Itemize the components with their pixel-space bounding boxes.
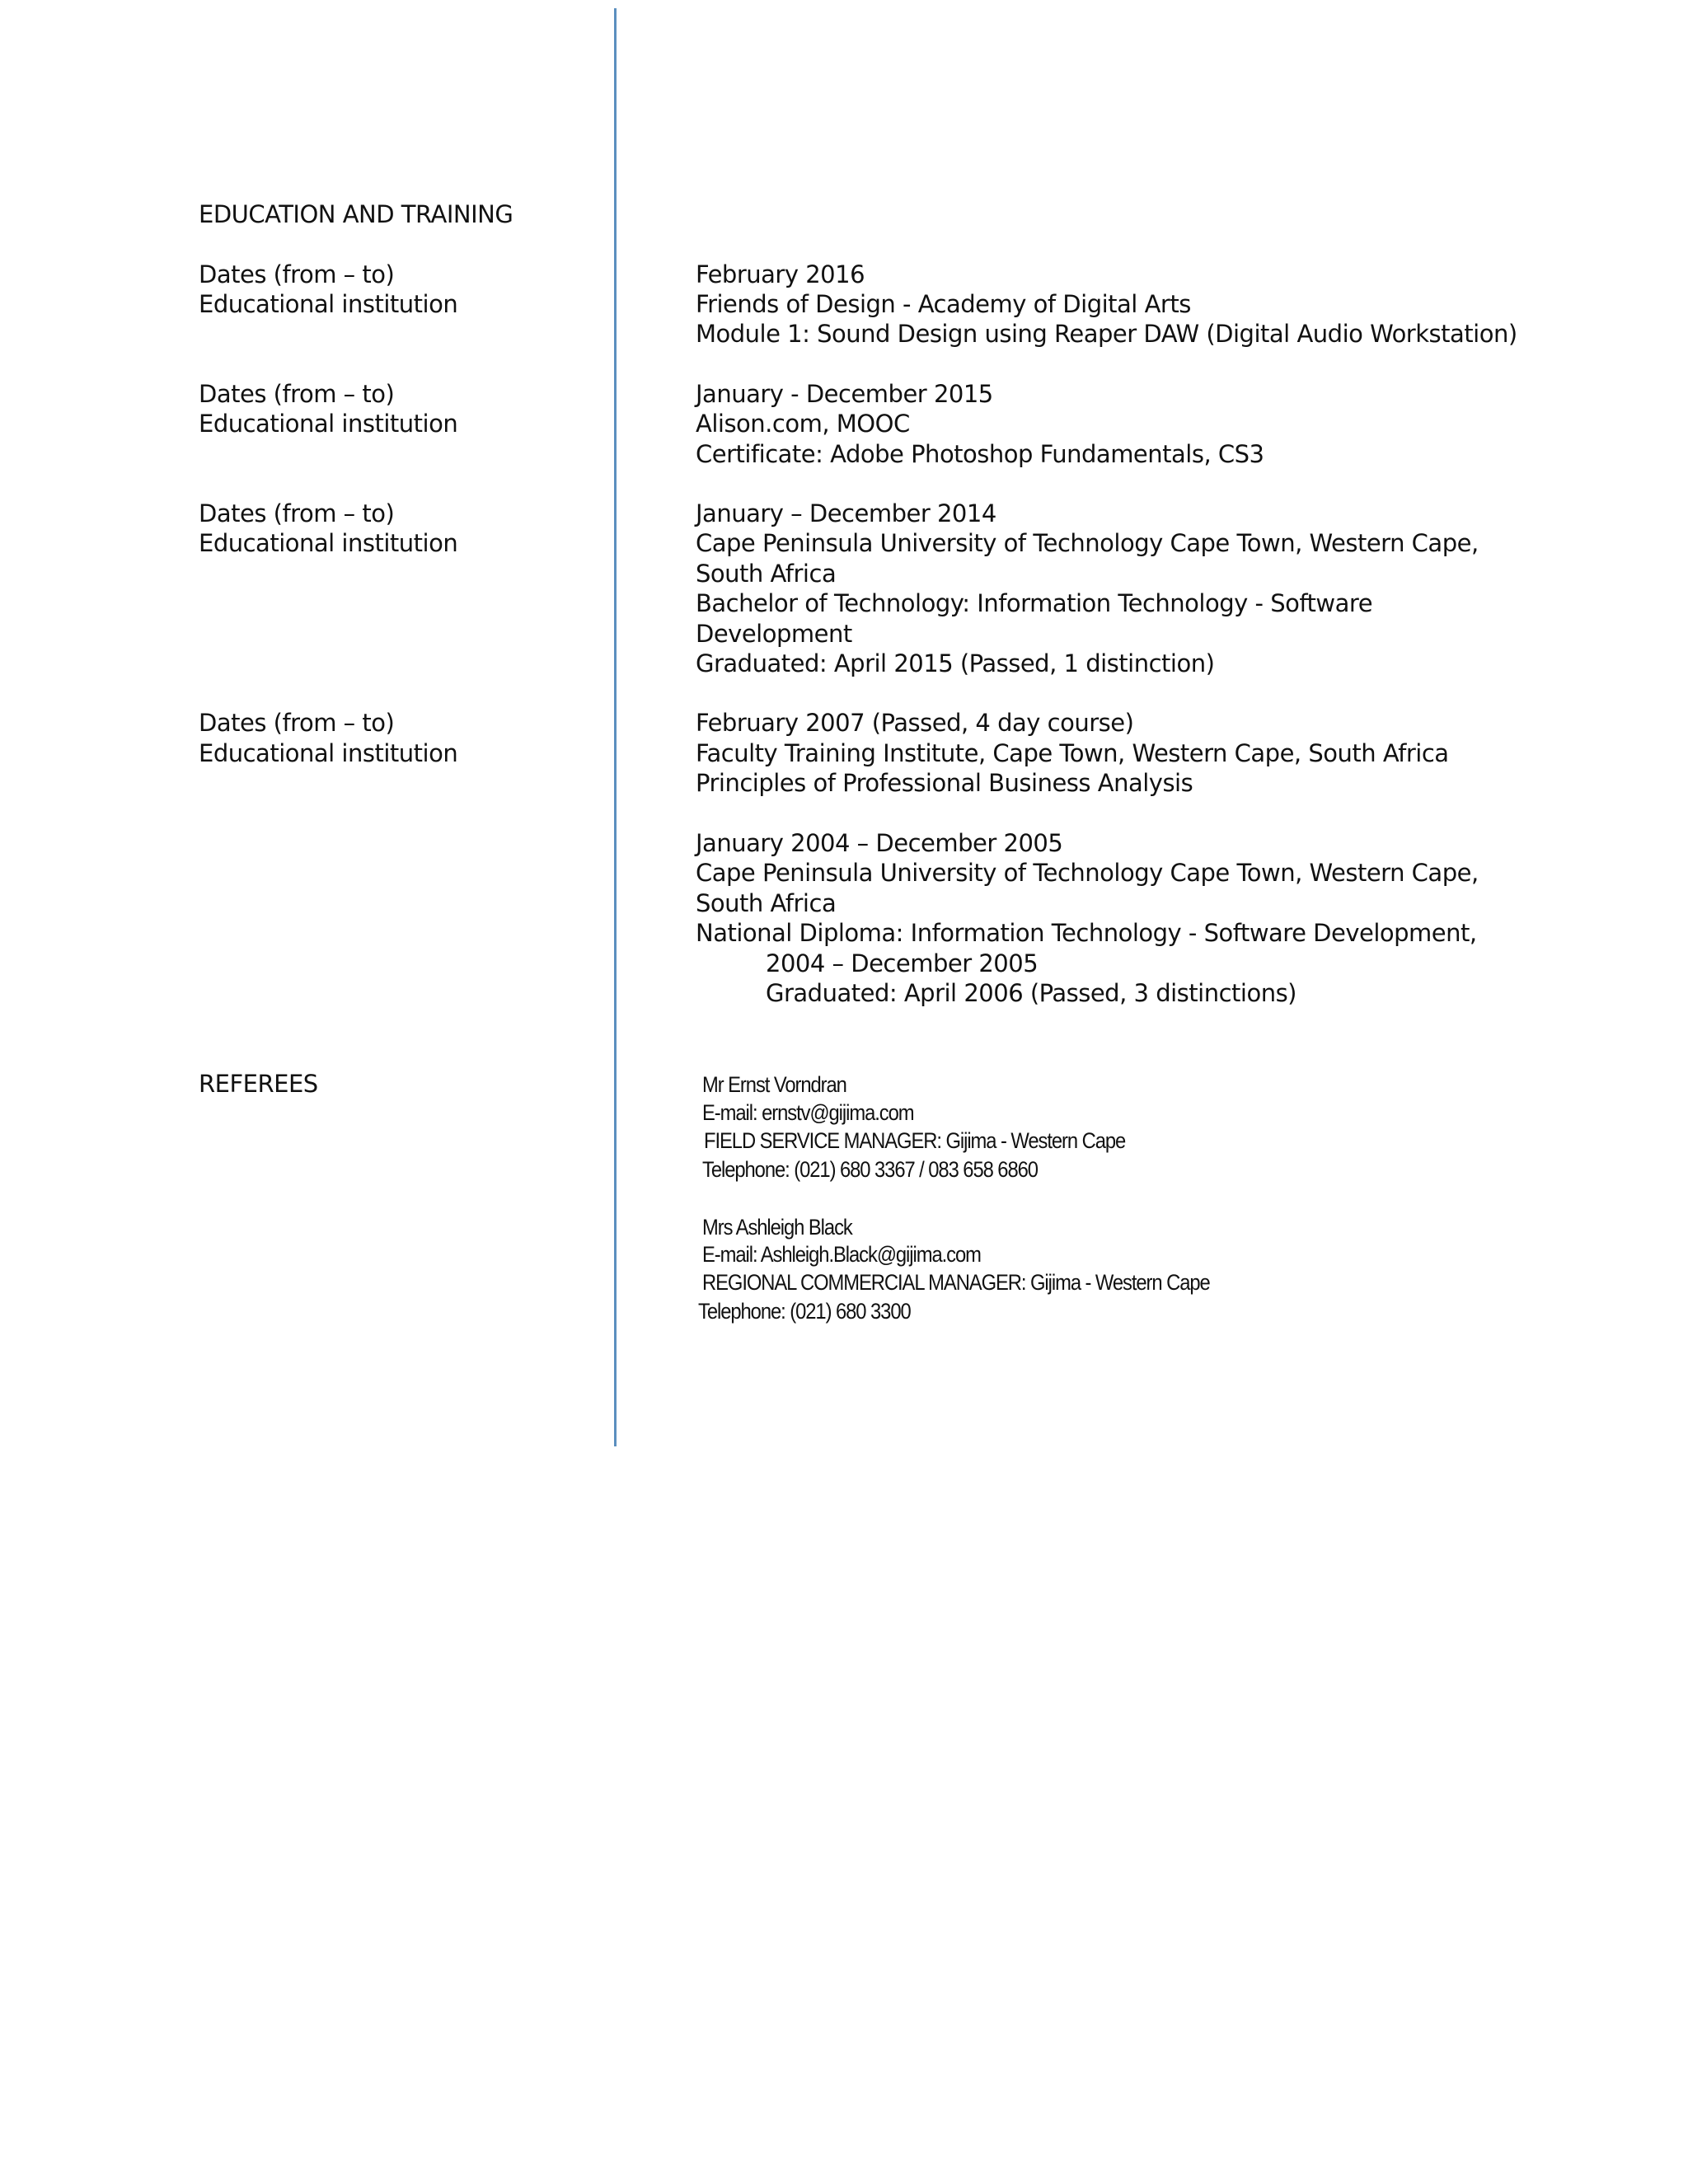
entry-line: Bachelor of Technology: Information Technology - Software [696, 589, 1373, 617]
entry-line: Faculty Training Institute, Cape Town, Western Cape, South Africa [696, 739, 1449, 767]
dates-label: Dates (from – to) [199, 380, 395, 408]
entry-line: Cape Peninsula University of Technology Cape Town, Western Cape, [696, 859, 1479, 887]
institution-label: Educational institution [199, 410, 458, 438]
entry-line: Development [696, 620, 852, 648]
referee-email: E-mail: Ashleigh.Black@gijima.com [702, 1242, 981, 1267]
entry-line: National Diploma: Information Technology - Software Development, [696, 919, 1477, 947]
referee-name: Mr Ernst Vorndran [702, 1072, 846, 1097]
referee-title: REGIONAL COMMERCIAL MANAGER: Gijima - Western Cape [702, 1270, 1210, 1295]
entry-line: January 2004 – December 2005 [696, 829, 1063, 857]
referee-email: E-mail: ernstv@gijima.com [702, 1100, 914, 1125]
referee-telephone: Telephone: (021) 680 3367 / 083 658 6860 [702, 1157, 1038, 1182]
entry-line: Certificate: Adobe Photoshop Fundamentals, CS3 [696, 440, 1264, 468]
institution-label: Educational institution [199, 529, 458, 557]
entry-line: Friends of Design - Academy of Digital Arts [696, 290, 1191, 318]
dates-label: Dates (from – to) [199, 709, 395, 737]
entry-line-indented: Graduated: April 2006 (Passed, 3 distinctions) [766, 979, 1296, 1007]
dates-label: Dates (from – to) [199, 260, 395, 288]
dates-label: Dates (from – to) [199, 499, 395, 527]
section-heading-education: EDUCATION AND TRAINING [199, 200, 513, 228]
referee-title: FIELD SERVICE MANAGER: Gijima - Western Cape [704, 1128, 1126, 1153]
entry-line-indented: 2004 – December 2005 [766, 949, 1039, 977]
entry-line: February 2007 (Passed, 4 day course) [696, 709, 1134, 737]
entry-line: South Africa [696, 560, 837, 588]
institution-label: Educational institution [199, 290, 458, 318]
entry-line: February 2016 [696, 260, 865, 288]
referee-name: Mrs Ashleigh Black [702, 1215, 852, 1240]
entry-line: Module 1: Sound Design using Reaper DAW (Digital Audio Workstation) [696, 320, 1517, 348]
entry-line: January – December 2014 [696, 499, 996, 527]
entry-line: Cape Peninsula University of Technology Cape Town, Western Cape, [696, 529, 1479, 557]
section-heading-referees: REFEREES [199, 1070, 318, 1098]
institution-label: Educational institution [199, 739, 458, 767]
entry-line: Alison.com, MOOC [696, 410, 910, 438]
referee-telephone: Telephone: (021) 680 3300 [698, 1299, 911, 1324]
entry-line: January - December 2015 [696, 380, 993, 408]
entry-line: Principles of Professional Business Analysis [696, 769, 1193, 797]
entry-line: Graduated: April 2015 (Passed, 1 distinction) [696, 649, 1215, 677]
entry-line: South Africa [696, 889, 837, 917]
column-divider [614, 8, 617, 1446]
